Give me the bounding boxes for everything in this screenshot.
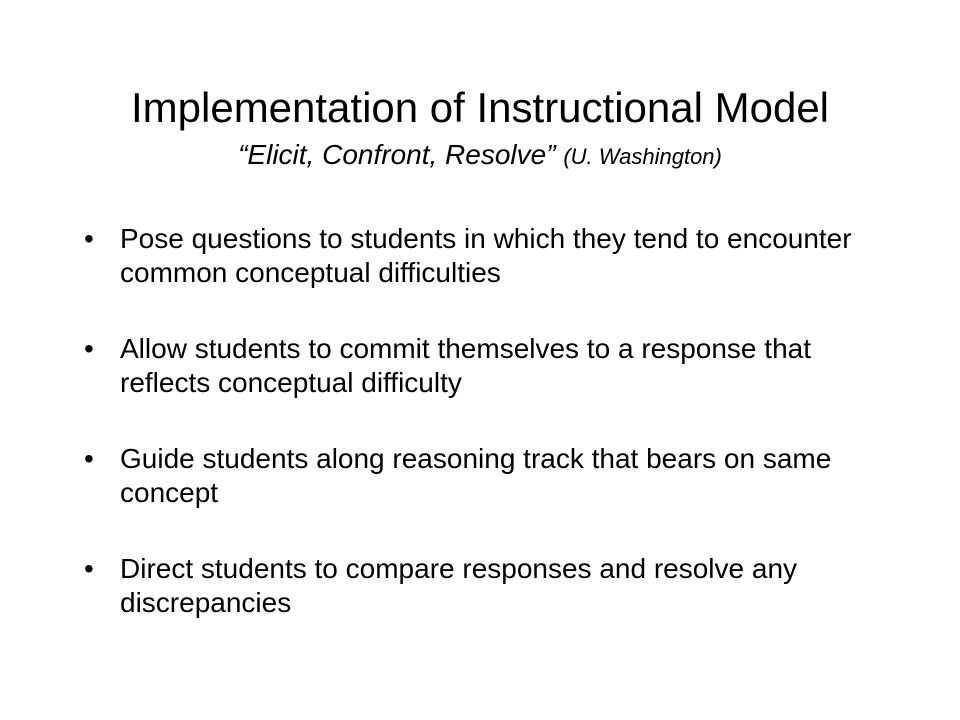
bullet-icon: • [84,333,94,364]
subtitle-source: (U. Washington) [563,144,722,169]
slide-title: Implementation of Instructional Model [130,84,830,131]
bullet-text: Pose questions to students in which they tend to encounter common conceptual difficulties [120,223,852,288]
bullet-item [84,552,884,620]
bullet-text: Allow students to commit themselves to a response that reflects conceptual difficulty [120,333,811,398]
bullet-icon: • [84,443,94,474]
bullet-item [84,222,884,290]
bullet-list [84,222,884,662]
bullet-item [84,332,884,400]
bullet-icon: • [84,223,94,254]
slide-subtitle [0,136,960,176]
bullet-icon: • [84,553,94,584]
bullet-item [84,442,884,510]
subtitle-quote: “Elicit, Confront, Resolve” [238,139,556,170]
title-block [0,82,960,176]
bullet-text: Direct students to compare responses and resolve any discrepancies [120,553,798,618]
bullet-text: Guide students along reasoning track that bears on same concept [120,443,832,508]
